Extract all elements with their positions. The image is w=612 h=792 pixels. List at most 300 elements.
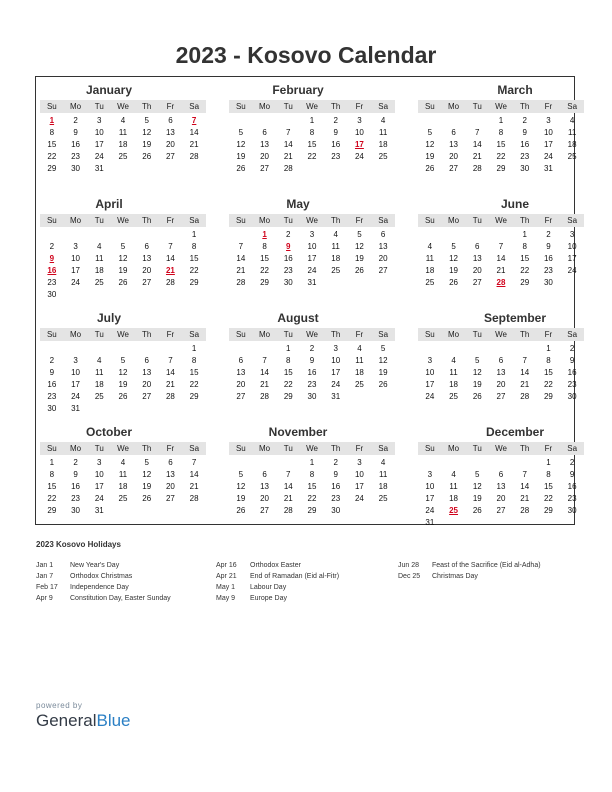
day: 17 (425, 494, 435, 503)
holiday-row (398, 560, 541, 571)
day: 3 (97, 116, 102, 125)
day: 17 (71, 266, 81, 275)
day: 24 (331, 380, 341, 389)
day: 14 (472, 140, 482, 149)
day: 26 (142, 494, 152, 503)
day: 30 (567, 506, 577, 515)
day: 27 (472, 278, 482, 287)
empty-cell (489, 229, 513, 241)
weekday-label: Fr (544, 330, 553, 339)
weekday-label: Fr (166, 444, 175, 453)
day: 3 (309, 230, 315, 239)
weekday-label: Sa (378, 330, 389, 339)
day: 4 (357, 344, 362, 353)
month-august (229, 311, 395, 417)
weekday-label: Su (46, 216, 57, 225)
holiday-day: 17 (354, 140, 364, 149)
day: 14 (283, 140, 293, 149)
month-name: March (497, 83, 533, 97)
empty-cell (159, 343, 183, 355)
day: 12 (472, 482, 482, 491)
holiday-row (216, 582, 339, 593)
day: 26 (236, 506, 246, 515)
month-name: May (286, 197, 310, 211)
empty-cell (276, 457, 300, 469)
weekday-label: Mo (448, 444, 460, 453)
day: 7 (168, 242, 173, 251)
holiday-row (36, 560, 171, 571)
weekday-label: Mo (259, 102, 271, 111)
month-november (229, 425, 395, 531)
day: 28 (283, 506, 293, 515)
day: 30 (283, 278, 293, 287)
day: 31 (543, 164, 553, 173)
day: 13 (260, 482, 270, 491)
weekday-label: We (117, 102, 129, 111)
day: 7 (262, 356, 267, 365)
day: 24 (354, 152, 364, 161)
day: 11 (378, 470, 388, 479)
empty-cell (418, 343, 442, 355)
day: 3 (73, 356, 78, 365)
holiday-name: Independence Day (70, 584, 129, 591)
day: 26 (118, 392, 128, 401)
day: 3 (97, 458, 102, 467)
day: 12 (118, 368, 128, 377)
day: 27 (165, 152, 175, 161)
day: 13 (142, 254, 152, 263)
day: 6 (262, 470, 267, 479)
day: 28 (236, 278, 246, 287)
weekday-label: We (495, 216, 507, 225)
day: 4 (120, 458, 126, 467)
day: 2 (546, 230, 551, 239)
month-name: November (268, 425, 328, 439)
day: 7 (168, 356, 173, 365)
day: 13 (260, 140, 270, 149)
day: 28 (165, 392, 175, 401)
day: 19 (142, 482, 152, 491)
day: 23 (520, 152, 530, 161)
day: 9 (522, 128, 527, 137)
day: 13 (449, 140, 459, 149)
holiday-day: 25 (449, 506, 459, 515)
weekday-label: Th (331, 444, 341, 453)
day: 3 (546, 116, 551, 125)
weekday-label: We (495, 444, 507, 453)
month-july (40, 311, 206, 417)
day: 24 (543, 152, 553, 161)
day: 26 (425, 164, 435, 173)
day: 11 (425, 254, 434, 263)
holiday-column-2 (216, 560, 339, 604)
holiday-day: 1 (262, 230, 267, 239)
day: 1 (498, 116, 504, 125)
day: 31 (425, 518, 435, 527)
month-june (418, 197, 584, 303)
weekday-label: Sa (189, 102, 200, 111)
weekday-label: Th (142, 102, 152, 111)
day: 21 (496, 266, 506, 275)
weekday-label: Tu (94, 216, 104, 225)
month-name: September (483, 311, 547, 325)
weekday-label: Sa (378, 102, 389, 111)
day: 7 (498, 242, 504, 251)
day: 5 (475, 470, 480, 479)
day: 13 (496, 368, 506, 377)
generalblue-logo[interactable] (36, 711, 131, 731)
day: 5 (120, 356, 126, 365)
day: 6 (475, 242, 480, 251)
day: 14 (496, 254, 506, 263)
day: 3 (569, 230, 575, 239)
day: 3 (427, 356, 433, 365)
weekday-label: Mo (259, 216, 271, 225)
day: 19 (118, 380, 128, 389)
day: 19 (472, 494, 482, 503)
weekday-header (40, 100, 206, 113)
holiday-name: Europe Day (250, 595, 287, 602)
day: 18 (567, 140, 577, 149)
day: 27 (449, 164, 459, 173)
weekday-label: Tu (283, 102, 293, 111)
day: 19 (118, 266, 128, 275)
day-grid (40, 457, 206, 517)
holiday-day: 21 (165, 266, 175, 275)
day: 11 (567, 128, 577, 137)
day: 21 (236, 266, 246, 275)
holiday-name: Constitution Day, Easter Sunday (70, 595, 171, 602)
day: 14 (165, 254, 175, 263)
day: 29 (189, 392, 199, 401)
day: 13 (236, 368, 246, 377)
holiday-name: Feast of the Sacrifice (Eid al-Adha) (432, 562, 541, 569)
day: 8 (498, 128, 504, 137)
empty-cell (159, 229, 183, 241)
day: 2 (569, 458, 575, 467)
weekday-header (229, 214, 395, 227)
holiday-column-3 (398, 560, 541, 582)
weekday-label: Fr (166, 330, 175, 339)
day: 6 (451, 128, 456, 137)
empty-cell (489, 457, 513, 469)
weekday-label: Th (331, 216, 341, 225)
day: 8 (49, 470, 55, 479)
day: 8 (546, 356, 551, 365)
day: 8 (262, 242, 267, 251)
day: 11 (95, 368, 104, 377)
day: 27 (496, 506, 506, 515)
day: 6 (262, 128, 267, 137)
holiday-day: 16 (47, 266, 57, 275)
day: 29 (543, 392, 553, 401)
weekday-header (418, 100, 584, 113)
day: 27 (260, 164, 270, 173)
empty-cell (465, 115, 489, 127)
weekday-label: Th (142, 444, 152, 453)
day: 9 (49, 368, 55, 377)
day: 4 (451, 356, 456, 365)
holiday-date: May 9 (216, 595, 236, 602)
day: 1 (309, 116, 315, 125)
day-grid (229, 457, 395, 517)
weekday-label: Fr (355, 444, 364, 453)
month-january (40, 83, 206, 189)
weekday-label: Tu (94, 444, 104, 453)
day: 5 (144, 116, 149, 125)
day: 12 (118, 254, 128, 263)
holiday-day: 1 (49, 116, 55, 125)
weekday-label: Fr (166, 102, 175, 111)
month-december (418, 425, 584, 531)
month-grid (40, 83, 578, 531)
day: 1 (522, 230, 527, 239)
day: 8 (49, 128, 55, 137)
weekday-label: Fr (544, 444, 553, 453)
weekday-label: Mo (259, 444, 271, 453)
empty-cell (135, 229, 159, 241)
day: 28 (189, 152, 199, 161)
day: 22 (307, 152, 317, 161)
day: 11 (118, 470, 128, 479)
day: 29 (47, 506, 57, 515)
day: 22 (543, 380, 553, 389)
day: 26 (472, 392, 482, 401)
day: 27 (260, 506, 270, 515)
day: 16 (567, 482, 577, 491)
day: 28 (260, 392, 270, 401)
empty-cell (253, 343, 277, 355)
day: 9 (309, 356, 315, 365)
day: 9 (546, 242, 551, 251)
day: 21 (520, 380, 530, 389)
day: 17 (94, 482, 104, 491)
day: 15 (496, 140, 506, 149)
day: 25 (94, 392, 104, 401)
day-grid (418, 457, 584, 529)
day: 7 (475, 128, 480, 137)
day: 23 (283, 266, 293, 275)
weekday-label: Mo (70, 444, 82, 453)
day: 5 (451, 242, 456, 251)
weekday-label: Su (424, 330, 435, 339)
day: 25 (94, 278, 104, 287)
day: 22 (307, 494, 317, 503)
day: 7 (522, 470, 527, 479)
day: 21 (260, 380, 270, 389)
weekday-label: Sa (378, 444, 389, 453)
day: 15 (47, 482, 57, 491)
day: 8 (546, 470, 551, 479)
weekday-label: Su (46, 330, 57, 339)
day: 18 (94, 380, 104, 389)
day: 10 (94, 470, 104, 479)
day: 14 (165, 368, 175, 377)
month-name: January (85, 83, 133, 97)
day: 28 (165, 278, 175, 287)
day: 23 (543, 266, 553, 275)
holiday-date: Apr 16 (216, 562, 237, 569)
day: 20 (260, 494, 270, 503)
day: 30 (520, 164, 530, 173)
empty-cell (253, 457, 277, 469)
day: 8 (522, 242, 527, 251)
weekday-label: Th (331, 102, 341, 111)
day: 27 (496, 392, 506, 401)
holiday-column-1 (36, 560, 171, 604)
day: 30 (71, 164, 81, 173)
day: 6 (498, 470, 504, 479)
month-name: December (485, 425, 545, 439)
day: 4 (427, 242, 433, 251)
day: 13 (472, 254, 482, 263)
day: 14 (520, 482, 530, 491)
day: 18 (354, 368, 364, 377)
empty-cell (418, 229, 442, 241)
day: 28 (189, 494, 199, 503)
weekday-label: Mo (259, 330, 271, 339)
empty-cell (465, 343, 489, 355)
day: 7 (238, 242, 244, 251)
month-name: April (95, 197, 123, 211)
day: 20 (142, 380, 152, 389)
day: 12 (378, 356, 388, 365)
empty-cell (87, 343, 111, 355)
day: 8 (309, 128, 315, 137)
day: 28 (283, 164, 293, 173)
day: 1 (286, 344, 291, 353)
weekday-label: Fr (355, 330, 364, 339)
day: 23 (331, 494, 341, 503)
day: 8 (309, 470, 315, 479)
holidays-title: 2023 Kosovo Holidays (36, 540, 121, 549)
weekday-label: Th (331, 330, 341, 339)
day: 16 (331, 140, 341, 149)
holiday-row (398, 571, 541, 582)
day: 1 (49, 458, 55, 467)
day: 24 (71, 392, 81, 401)
weekday-label: Th (520, 216, 530, 225)
day: 26 (118, 278, 128, 287)
day: 23 (47, 392, 57, 401)
empty-cell (465, 229, 489, 241)
holiday-day: 7 (191, 116, 197, 125)
day: 23 (567, 494, 577, 503)
day: 21 (189, 482, 199, 491)
day: 20 (472, 266, 482, 275)
day: 6 (144, 356, 149, 365)
day: 1 (546, 344, 551, 353)
day: 26 (472, 506, 482, 515)
day: 16 (307, 368, 317, 377)
weekday-label: We (306, 330, 318, 339)
day: 15 (543, 482, 553, 491)
day: 25 (118, 494, 128, 503)
day: 22 (283, 380, 293, 389)
day: 30 (307, 392, 317, 401)
weekday-label: Tu (283, 444, 293, 453)
empty-cell (111, 343, 135, 355)
weekday-label: Mo (448, 102, 460, 111)
day: 17 (543, 140, 553, 149)
day: 9 (73, 128, 78, 137)
day: 21 (472, 152, 482, 161)
day: 16 (520, 140, 530, 149)
day: 14 (260, 368, 270, 377)
empty-cell (40, 343, 64, 355)
holiday-day: 28 (496, 278, 506, 287)
weekday-label: Tu (472, 444, 482, 453)
weekday-label: Su (235, 102, 246, 111)
weekday-label: Mo (70, 330, 82, 339)
day: 22 (47, 494, 57, 503)
weekday-header (418, 214, 584, 227)
weekday-label: Su (424, 216, 435, 225)
weekday-label: We (306, 102, 318, 111)
holiday-name: End of Ramadan (Eid al-Fitr) (250, 573, 340, 580)
weekday-header (418, 328, 584, 341)
empty-cell (513, 343, 537, 355)
day: 13 (165, 128, 175, 137)
day: 21 (283, 152, 293, 161)
day: 2 (73, 116, 78, 125)
day: 22 (260, 266, 270, 275)
day: 2 (73, 458, 78, 467)
day: 11 (449, 482, 458, 491)
day: 20 (496, 494, 506, 503)
day: 13 (165, 470, 175, 479)
day: 6 (168, 116, 173, 125)
weekday-label: Sa (567, 216, 578, 225)
day: 3 (427, 470, 433, 479)
day: 20 (165, 140, 175, 149)
day: 25 (378, 152, 388, 161)
day: 10 (71, 254, 81, 263)
day-grid (418, 229, 584, 289)
day: 23 (567, 380, 577, 389)
day: 12 (236, 140, 246, 149)
day-grid (40, 343, 206, 415)
day: 12 (142, 128, 152, 137)
holiday-date: May 1 (216, 584, 236, 591)
empty-cell (442, 115, 466, 127)
weekday-header (40, 214, 206, 227)
day: 10 (425, 368, 435, 377)
weekday-label: Th (520, 102, 530, 111)
day: 18 (94, 266, 104, 275)
weekday-header (40, 442, 206, 455)
day: 17 (425, 380, 435, 389)
day: 14 (520, 368, 530, 377)
day: 15 (47, 140, 57, 149)
weekday-label: Su (235, 444, 246, 453)
day: 30 (71, 506, 81, 515)
day: 4 (120, 116, 126, 125)
weekday-header (229, 328, 395, 341)
weekday-label: Th (142, 330, 152, 339)
weekday-label: Tu (472, 330, 482, 339)
day: 26 (236, 164, 246, 173)
weekday-label: Th (520, 330, 530, 339)
holiday-row (216, 560, 339, 571)
day: 2 (333, 116, 338, 125)
empty-cell (135, 343, 159, 355)
day: 2 (286, 230, 291, 239)
day: 31 (331, 392, 341, 401)
day: 4 (380, 458, 386, 467)
day: 13 (496, 482, 506, 491)
day: 26 (449, 278, 459, 287)
